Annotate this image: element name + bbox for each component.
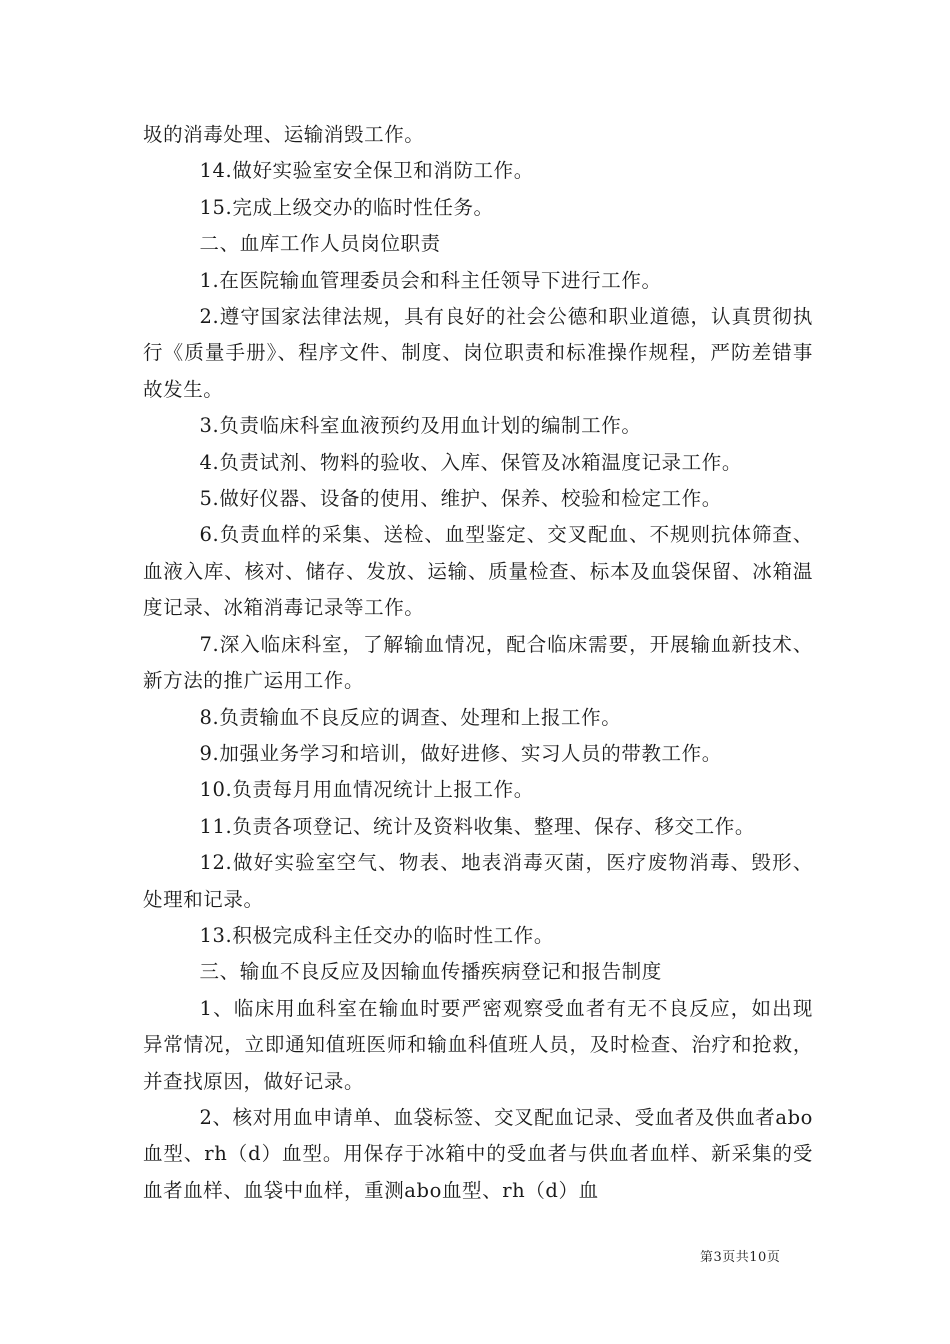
paragraph: 圾的消毒处理、运输消毁工作。 [143,123,425,146]
page-number-footer: 第3页共10页 [700,1250,781,1265]
paragraph: 12.做好实验室空气、物表、地表消毒灭菌，医疗废物消毒、毁形、处理和记录。 [143,851,813,911]
paragraph: 三、输血不良反应及因输血传播疾病登记和报告制度 [199,960,662,984]
paragraph: 8.负责输血不良反应的调查、处理和上报工作。 [199,705,622,729]
paragraph: 1.在医院输血管理委员会和科主任领导下进行工作。 [199,268,662,292]
paragraph: 7.深入临床科室，了解输血情况，配合临床需要，开展输血新技术、新方法的推广运用工作。 [143,632,813,693]
paragraph: 14.做好实验室安全保卫和消防工作。 [199,159,534,183]
paragraph: 1、临床用血科室在输血时要严密观察受血者有无不良反应，如出现异常情况，立即通知值班医师和输血科值班人员，及时检查、治疗和抢救，并查找原因，做好记录。 [143,996,813,1093]
paragraph: 13.积极完成科主任交办的临时性工作。 [199,923,554,947]
paragraph: 二、血库工作人员岗位职责 [199,232,441,256]
paragraph: 2.遵守国家法律法规，具有良好的社会公德和职业道德，认真贯彻执行《质量手册》、程序文件、制度、岗位职责和标准操作规程，严防差错事故发生。 [143,305,813,401]
paragraph: 9.加强业务学习和培训，做好进修、实习人员的带教工作。 [199,741,722,765]
paragraph: 6.负责血样的采集、送检、血型鉴定、交叉配血、不规则抗体筛查、血液入库、核对、储存、发放、运输、质量检查、标本及血袋保留、冰箱温度记录、冰箱消毒记录等工作。 [143,523,813,620]
paragraph: 2、核对用血申请单、血袋标签、交叉配血记录、受血者及供血者abo血型、rh（d）血型。用保存于冰箱中的受血者与供血者血样、新采集的受血者血样、血袋中血样，重测abo血型、rh（d）血 [143,1105,814,1202]
paragraph: 11.负责各项登记、统计及资料收集、整理、保存、移交工作。 [199,814,755,838]
paragraph: 5.做好仪器、设备的使用、维护、保养、校验和检定工作。 [199,487,722,511]
document-body [143,117,813,1209]
paragraph: 15.完成上级交办的临时性任务。 [199,195,494,219]
paragraph: 3.负责临床科室血液预约及用血计划的编制工作。 [199,414,642,438]
paragraph: 4.负责试剂、物料的验收、入库、保管及冰箱温度记录工作。 [199,450,742,474]
paragraph: 10.负责每月用血情况统计上报工作。 [199,778,534,802]
